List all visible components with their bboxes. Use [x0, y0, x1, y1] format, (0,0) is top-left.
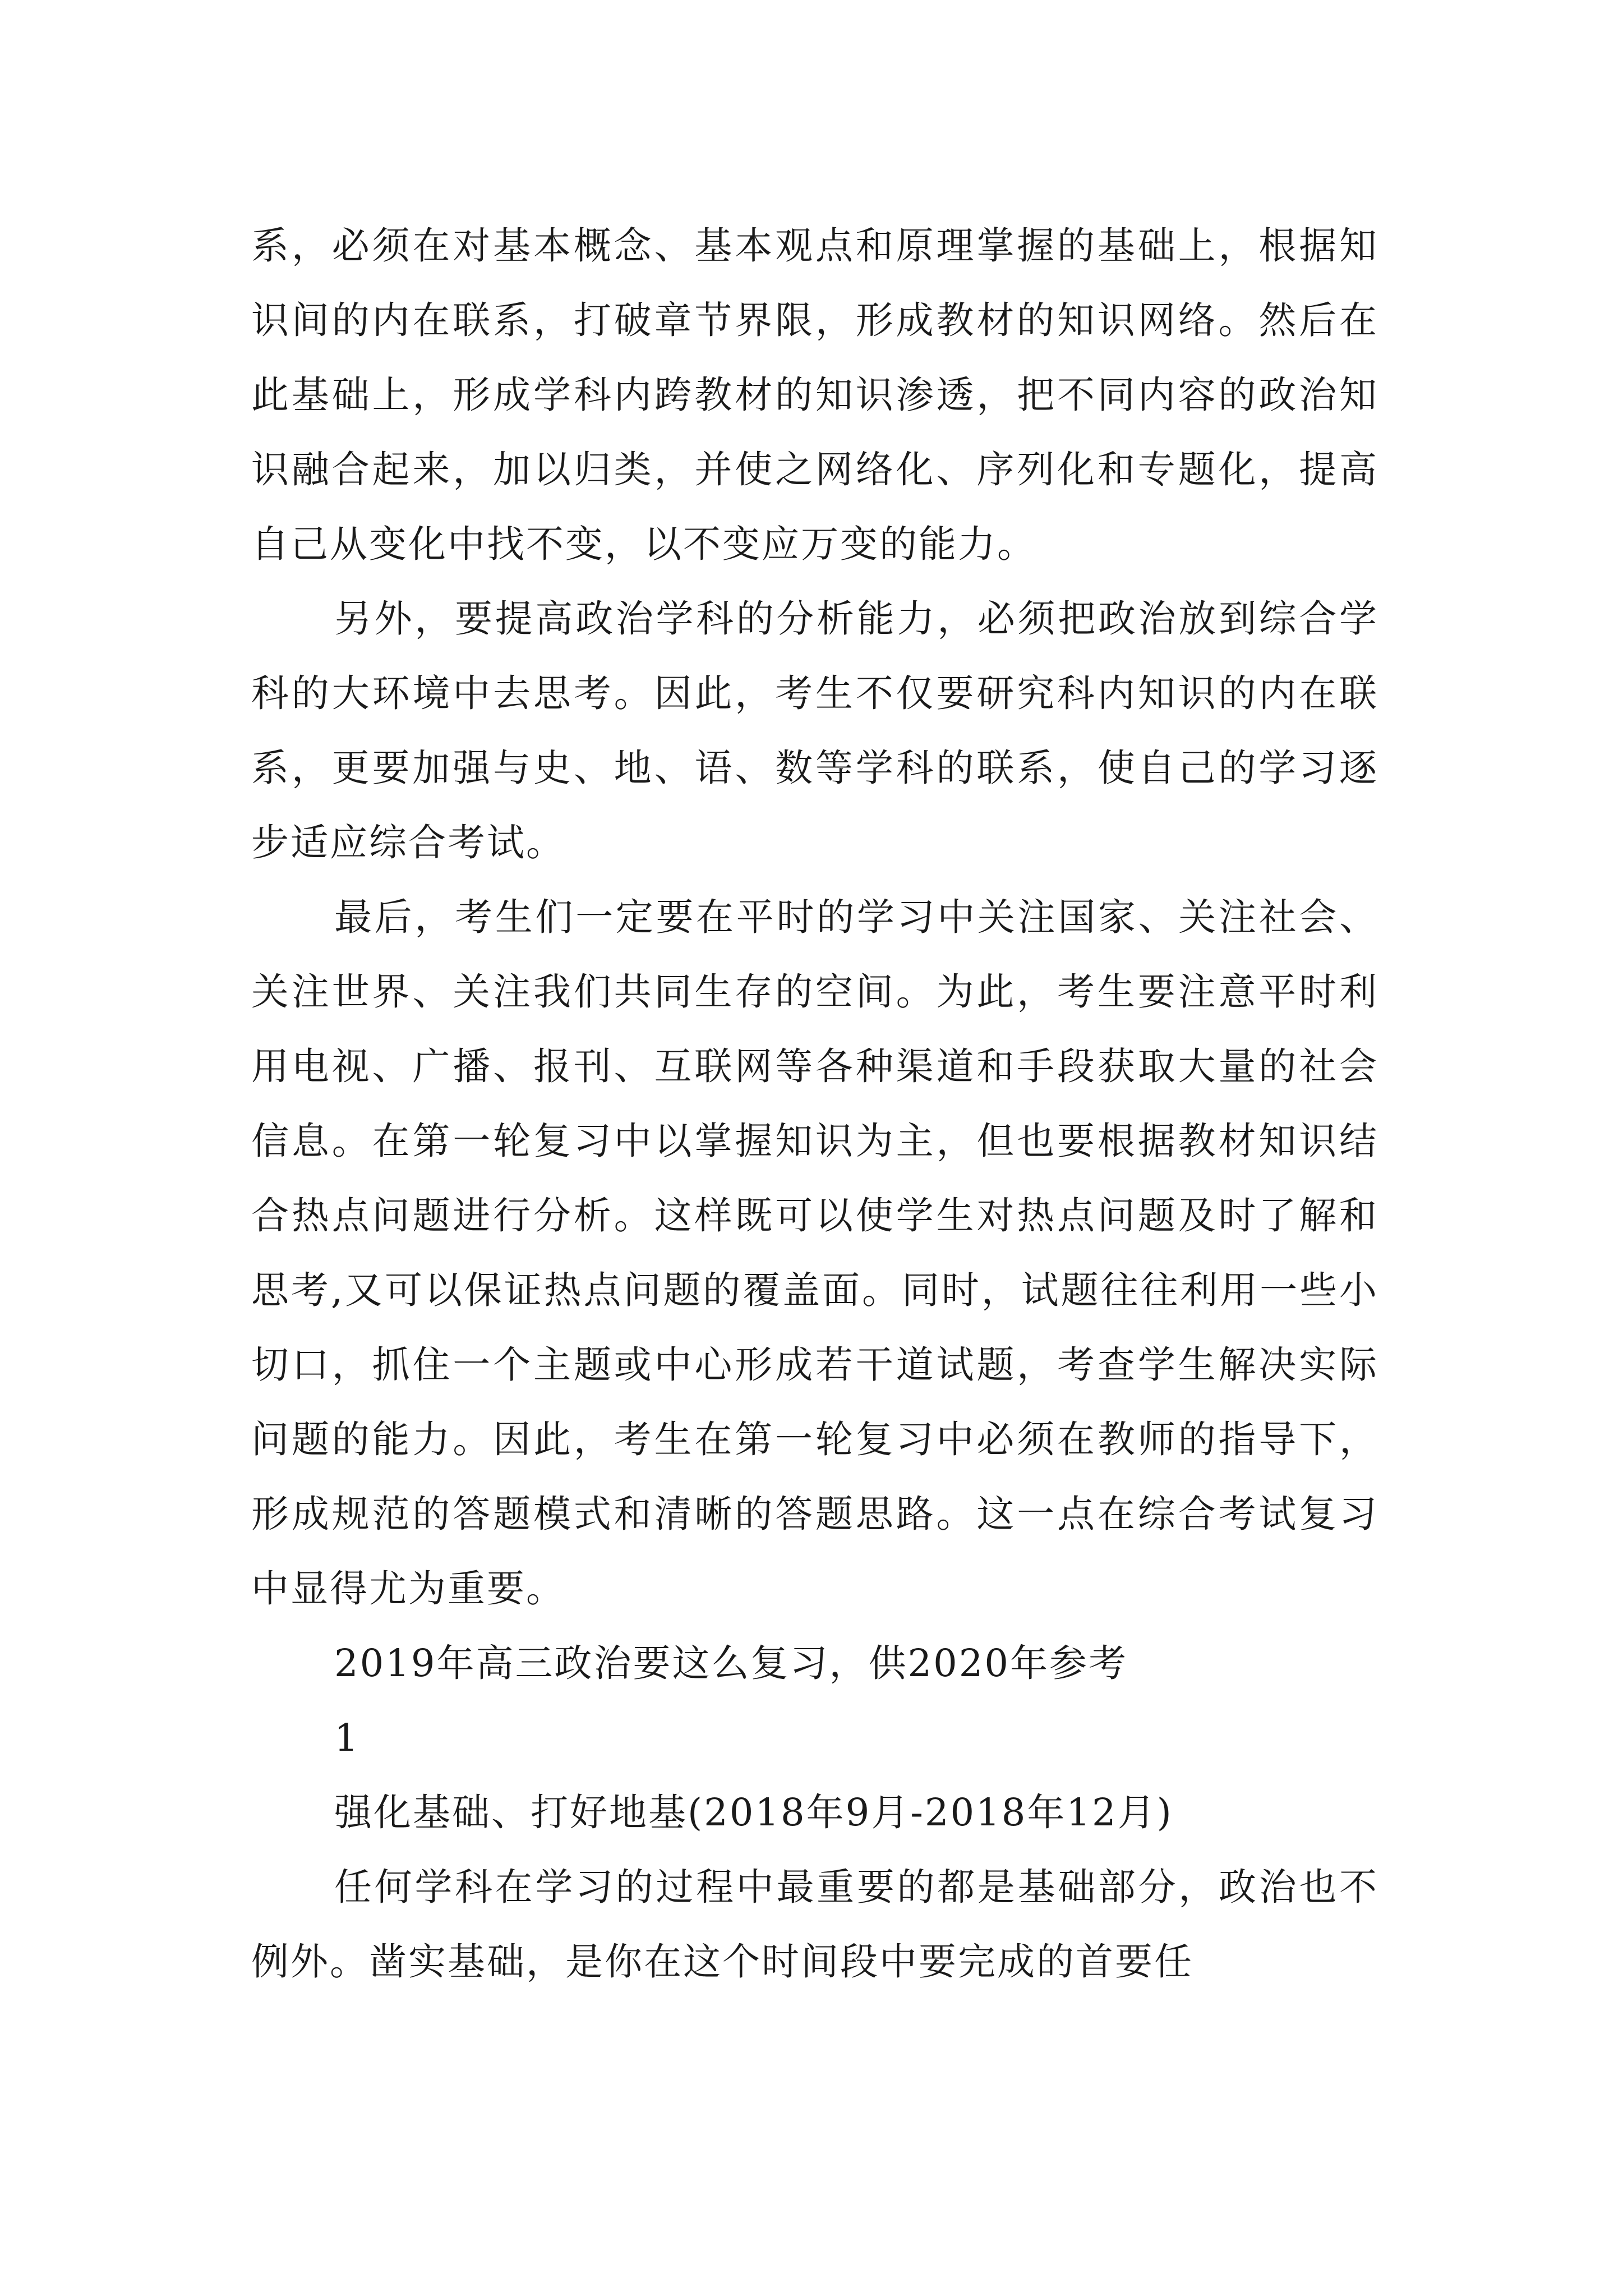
section-subheading: 强化基础、打好地基(2018年9月-2018年12月) — [334, 1791, 1173, 1834]
paragraph-foundation: 任何学科在学习的过程中最重要的都是基础部分，政治也不例外。凿实基础，是你在这个时间段中要完成的首要任 — [251, 1865, 1378, 1984]
paragraph-continuation: 系，必须在对基本概念、基本观点和原理掌握的基础上，根据知识间的内在联系，打破章节界限，形成教材的知识网络。然后在此基础上，形成学科内跨教材的知识渗透，把不同内容的政治知识融合起来，加以归类，并使之网络化、序列化和专题化，提高自己从变化中找不变，以不变应万变的能力。 — [251, 224, 1378, 566]
section-number: 1 — [334, 1716, 360, 1760]
body-text — [251, 209, 1378, 1999]
section-heading-title: 2019年高三政治要这么复习，供2020年参考 — [334, 1641, 1128, 1685]
paragraph-current-affairs: 最后，考生们一定要在平时的学习中关注国家、关注社会、关注世界、关注我们共同生存的空间。为此，考生要注意平时利用电视、广播、报刊、互联网等各种渠道和手段获取大量的社会信息。在第一轮复习中以掌握知识为主，但也要根据教材知识结合热点问题进行分析。这样既可以使学生对热点问题及时了解和思考,又可以保证热点问题的覆盖面。同时，试题往往利用一些小切口，抓住一个主题或中心形成若干道试题，考查学生解决实际问题的能力。因此，考生在第一轮复习中必须在教师的指导下，形成规范的答题模式和清晰的答题思路。这一点在综合考试复习中显得尤为重要。 — [251, 895, 1378, 1611]
paragraph-analysis-ability: 另外，要提高政治学科的分析能力，必须把政治放到综合学科的大环境中去思考。因此，考生不仅要研究科内知识的内在联系，更要加强与史、地、语、数等学科的联系，使自己的学习逐步适应综合考试。 — [251, 597, 1378, 864]
